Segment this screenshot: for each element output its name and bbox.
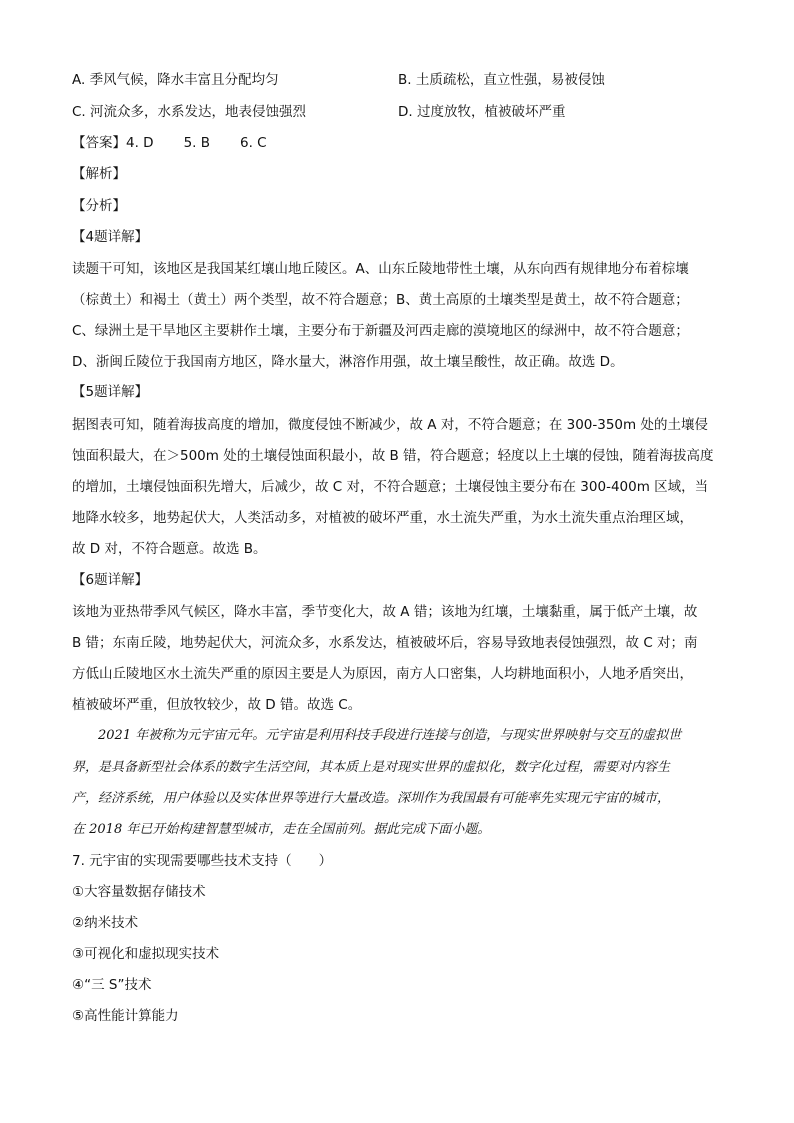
fenxi-heading: 【分析】 — [72, 198, 126, 214]
answer-5: 5. B — [183, 135, 211, 151]
q6-line: 方低山丘陵地区水土流失严重的原因主要是人为原因，南方人口密集，人均耕地面积小，人地矛盾突出， — [72, 666, 693, 682]
option-a: A. 季风气候，降水丰富且分配均匀 — [72, 72, 279, 88]
q6-line: 植被破坏严重，但放牧较少，故 D 错。故选 C。 — [72, 697, 362, 713]
q4-line: 读题干可知，该地区是我国某红壤山地丘陵区。A、山东丘陵地带性土壤，从东向西有规律地分布着棕壤 — [72, 261, 689, 277]
q5-heading: 【5题详解】 — [72, 384, 149, 400]
option-d: D. 过度放牧，植被破坏严重 — [398, 104, 566, 120]
q7-item: ⑤高性能计算能力 — [72, 1008, 179, 1024]
q4-line: C、绿洲土是干旱地区主要耕作土壤，主要分布于新疆及河西走廊的漠境地区的绿洲中，故不符合题意； — [72, 323, 689, 339]
answer-label: 【答案】 — [72, 135, 126, 151]
q4-heading: 【4题详解】 — [72, 229, 149, 245]
q4-line: （棕黄土）和褐土（黄土）两个类型，故不符合题意；B、黄土高原的土壤类型是黄土，故不符合题意； — [72, 292, 689, 308]
q7-item: ④“三 S”技术 — [72, 977, 152, 993]
option-b: B. 土质疏松，直立性强，易被侵蚀 — [398, 72, 605, 88]
passage-line: 界，是具备新型社会体系的数字生活空间，其本质上是对现实世界的虚拟化，数字化过程，需要对内容生 — [72, 760, 671, 775]
answer-4: 4. D — [126, 135, 154, 151]
q5-line: 据图表可知，随着海拔高度的增加，微度侵蚀不断减少，故 A 对，不符合题意；在 300-350m 处的土壤侵 — [72, 417, 708, 433]
q7-item: ③可视化和虚拟现实技术 — [72, 946, 220, 962]
passage-line: 产，经济系统，用户体验以及实体世界等进行大量改造。深圳作为我国最有可能率先实现元宇宙的城市， — [72, 791, 671, 806]
answer-line — [72, 131, 267, 151]
passage-line: 2021 年被称为元宇宙元年。元宇宙是利用科技手段进行连接与创造，与现实世界映射与交互的虚拟世 — [98, 728, 682, 743]
q4-line: D、浙闽丘陵位于我国南方地区，降水量大，淋溶作用强，故土壤呈酸性，故正确。故选 D。 — [72, 354, 624, 370]
q6-line: 该地为亚热带季风气候区，降水丰富，季节变化大，故 A 错；该地为红壤，土壤黏重，属于低产土壤，故 — [72, 604, 698, 620]
passage-line: 在 2018 年已开始构建智慧型城市，走在全国前列。据此完成下面小题。 — [72, 822, 491, 837]
q5-line: 的增加，土壤侵蚀面积先增大，后减少，故 C 对，不符合题意；土壤侵蚀主要分布在 300-400m 区域，当 — [72, 479, 709, 495]
q5-line: 蚀面积最大，在＞500m 处的土壤侵蚀面积最小，故 B 错，符合题意；轻度以上土壤的侵蚀，随着海拔高度 — [72, 448, 714, 464]
option-c: C. 河流众多，水系发达，地表侵蚀强烈 — [72, 104, 307, 120]
q5-line: 故 D 对，不符合题意。故选 B。 — [72, 541, 267, 557]
jiexi-heading: 【解析】 — [72, 166, 126, 182]
q7-stem: 7. 元宇宙的实现需要哪些技术支持（ ） — [72, 853, 333, 869]
q6-line: B 错；东南丘陵，地势起伏大，河流众多，水系发达，植被破坏后，容易导致地表侵蚀强烈，故 C 对；南 — [72, 635, 698, 651]
q7-item: ②纳米技术 — [72, 915, 139, 931]
q6-heading: 【6题详解】 — [72, 572, 149, 588]
answer-6: 6. C — [240, 135, 267, 151]
q7-item: ①大容量数据存储技术 — [72, 884, 206, 900]
q5-line: 地降水较多，地势起伏大，人类活动多，对植被的破坏严重，水土流失严重，为水土流失重点治理区域， — [72, 510, 693, 526]
